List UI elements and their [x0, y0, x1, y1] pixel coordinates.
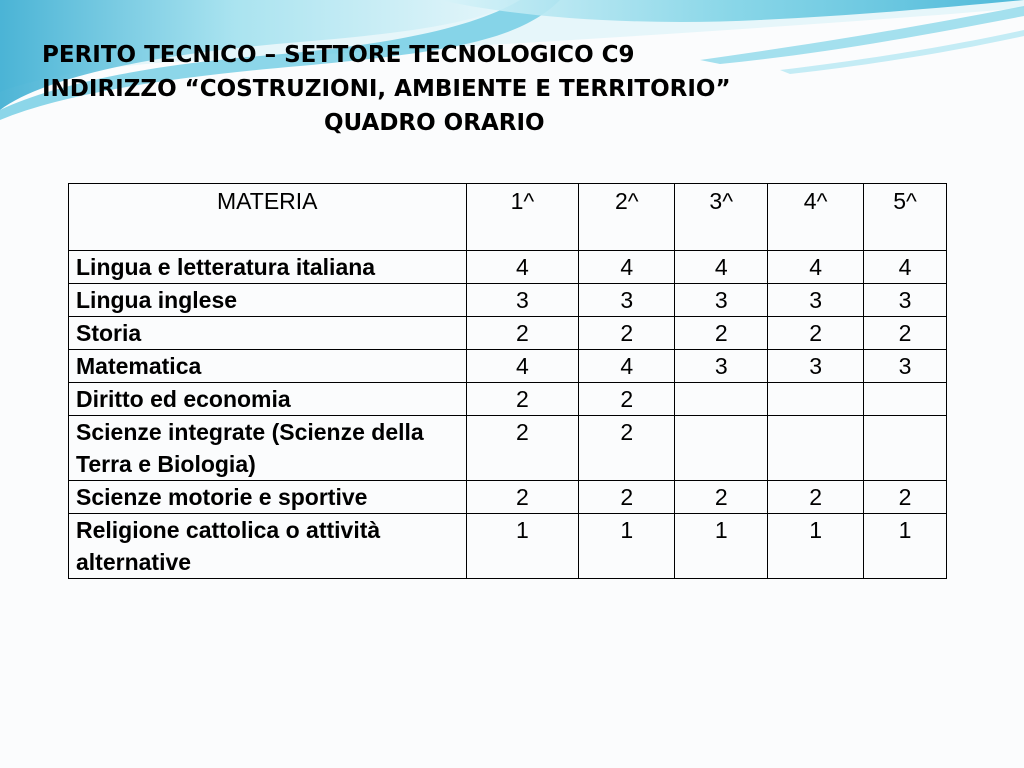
hours-cell: 1 — [466, 514, 579, 579]
hours-cell — [675, 416, 768, 481]
hours-cell: 2 — [466, 317, 579, 350]
hours-cell: 4 — [864, 251, 947, 284]
hours-cell: 2 — [579, 481, 675, 514]
hours-cell: 3 — [466, 284, 579, 317]
hours-cell: 4 — [466, 350, 579, 383]
subject-cell: Diritto ed economia — [69, 383, 467, 416]
hours-cell: 4 — [579, 350, 675, 383]
hours-cell: 4 — [768, 251, 864, 284]
hours-cell: 2 — [466, 416, 579, 481]
header-year-3: 3^ — [675, 184, 768, 251]
hours-cell — [864, 416, 947, 481]
hours-cell: 1 — [675, 514, 768, 579]
hours-cell: 3 — [768, 350, 864, 383]
hours-cell: 2 — [466, 383, 579, 416]
subject-cell: Lingua inglese — [69, 284, 467, 317]
table-row — [69, 481, 947, 514]
hours-cell: 2 — [864, 317, 947, 350]
subject-cell: Religione cattolica o attività alternative — [69, 514, 467, 579]
title-line-3: QUADRO ORARIO — [324, 110, 545, 136]
hours-cell: 3 — [864, 284, 947, 317]
header-materia: MATERIA — [69, 184, 467, 251]
hours-cell: 2 — [675, 481, 768, 514]
header-year-4: 4^ — [768, 184, 864, 251]
hours-cell: 1 — [864, 514, 947, 579]
subject-cell: Scienze motorie e sportive — [69, 481, 467, 514]
hours-cell: 4 — [579, 251, 675, 284]
subject-cell: Lingua e letteratura italiana — [69, 251, 467, 284]
hours-cell: 2 — [579, 416, 675, 481]
hours-cell: 2 — [579, 317, 675, 350]
title-line-2: INDIRIZZO “COSTRUZIONI, AMBIENTE E TERRITORIO” — [42, 76, 731, 102]
schedule-table — [68, 183, 947, 579]
page-title — [42, 38, 982, 140]
hours-cell: 2 — [768, 317, 864, 350]
header-year-2: 2^ — [579, 184, 675, 251]
title-line-1: PERITO TECNICO – SETTORE TECNOLOGICO C9 — [42, 42, 635, 68]
table-row — [69, 416, 947, 481]
table-row — [69, 317, 947, 350]
table-header-row — [69, 184, 947, 251]
hours-cell: 4 — [675, 251, 768, 284]
hours-cell: 1 — [579, 514, 675, 579]
subject-cell: Matematica — [69, 350, 467, 383]
hours-cell: 2 — [466, 481, 579, 514]
subject-cell: Storia — [69, 317, 467, 350]
table-row — [69, 284, 947, 317]
table-row — [69, 350, 947, 383]
hours-cell: 3 — [864, 350, 947, 383]
hours-cell: 3 — [675, 284, 768, 317]
hours-cell: 1 — [768, 514, 864, 579]
hours-cell: 2 — [579, 383, 675, 416]
hours-cell — [864, 383, 947, 416]
hours-cell: 2 — [768, 481, 864, 514]
hours-cell — [768, 416, 864, 481]
hours-cell — [675, 383, 768, 416]
table-row — [69, 251, 947, 284]
table-row — [69, 383, 947, 416]
hours-cell: 3 — [768, 284, 864, 317]
table-row — [69, 514, 947, 579]
hours-cell: 2 — [864, 481, 947, 514]
hours-cell: 2 — [675, 317, 768, 350]
subject-cell: Scienze integrate (Scienze della Terra e Biologia) — [69, 416, 467, 481]
header-year-5: 5^ — [864, 184, 947, 251]
hours-cell: 4 — [466, 251, 579, 284]
hours-cell: 3 — [675, 350, 768, 383]
header-year-1: 1^ — [466, 184, 579, 251]
hours-cell: 3 — [579, 284, 675, 317]
hours-cell — [768, 383, 864, 416]
